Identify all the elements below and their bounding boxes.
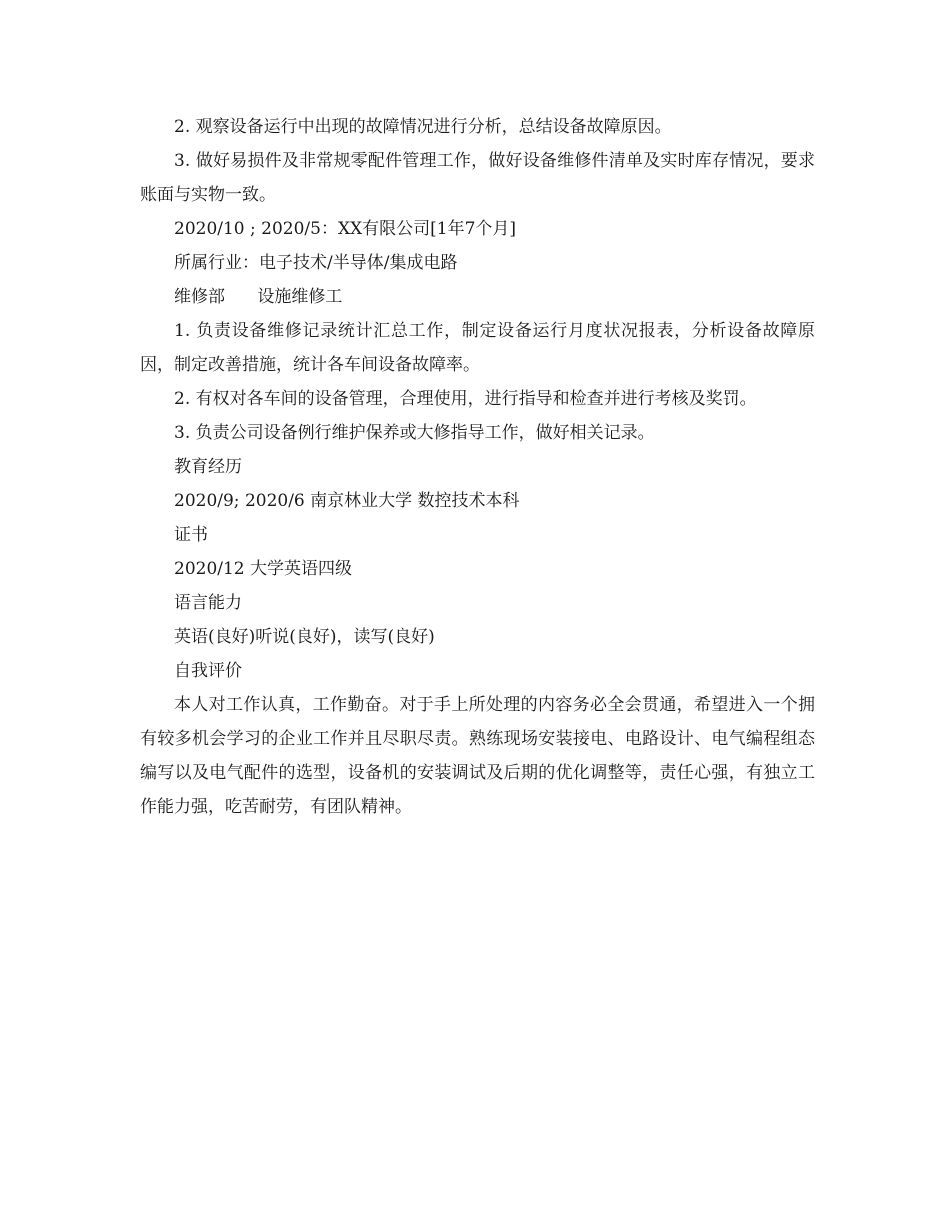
job-industry: 所属行业：电子技术/半导体/集成电路 bbox=[174, 253, 458, 273]
language-entry: 英语(良好)听说(良好)，读写(良好) bbox=[174, 627, 435, 647]
section-heading-languages: 语言能力 bbox=[174, 593, 242, 613]
job-department-title: 维修部 设施维修工 bbox=[174, 287, 343, 307]
duty-item-2-management: 2. 有权对各车间的设备管理，合理使用，进行指导和检查并进行考核及奖罚。 bbox=[174, 389, 757, 409]
education-entry: 2020/9; 2020/6 南京林业大学 数控技术本科 bbox=[174, 491, 520, 511]
section-heading-self-evaluation: 自我评价 bbox=[174, 661, 242, 681]
section-heading-education: 教育经历 bbox=[174, 457, 242, 477]
self-evaluation-text: 本人对工作认真，工作勤奋。对于手上所处理的内容务必全会贯通，希望进入一个拥有较多机会学习的企业工作并且尽职尽责。熟练现场安装接电、电路设计、电气编程组态编写以及电气配件的选型，设备机的安装调试及后期的优化调整等，责任心强，有独立工作能力强，吃苦耐劳，有团队精神。 bbox=[140, 695, 815, 817]
duty-item-2-analysis: 2. 观察设备运行中出现的故障情况进行分析，总结设备故障原因。 bbox=[174, 117, 672, 137]
duty-item-3-maintenance: 3. 负责公司设备例行维护保养或大修指导工作，做好相关记录。 bbox=[174, 423, 655, 443]
section-heading-certificates: 证书 bbox=[174, 525, 208, 545]
job-period-company: 2020/10 ; 2020/5：XX有限公司[1年7个月] bbox=[174, 219, 517, 239]
document-page bbox=[140, 110, 815, 824]
certificate-entry: 2020/12 大学英语四级 bbox=[174, 559, 353, 579]
duty-item-1-records: 1. 负责设备维修记录统计汇总工作，制定设备运行月度状况报表，分析设备故障原因，制定改善措施，统计各车间设备故障率。 bbox=[140, 321, 815, 375]
duty-item-3-spare-parts: 3. 做好易损件及非常规零配件管理工作，做好设备维修件清单及实时库存情况，要求账面与实物一致。 bbox=[140, 151, 815, 205]
